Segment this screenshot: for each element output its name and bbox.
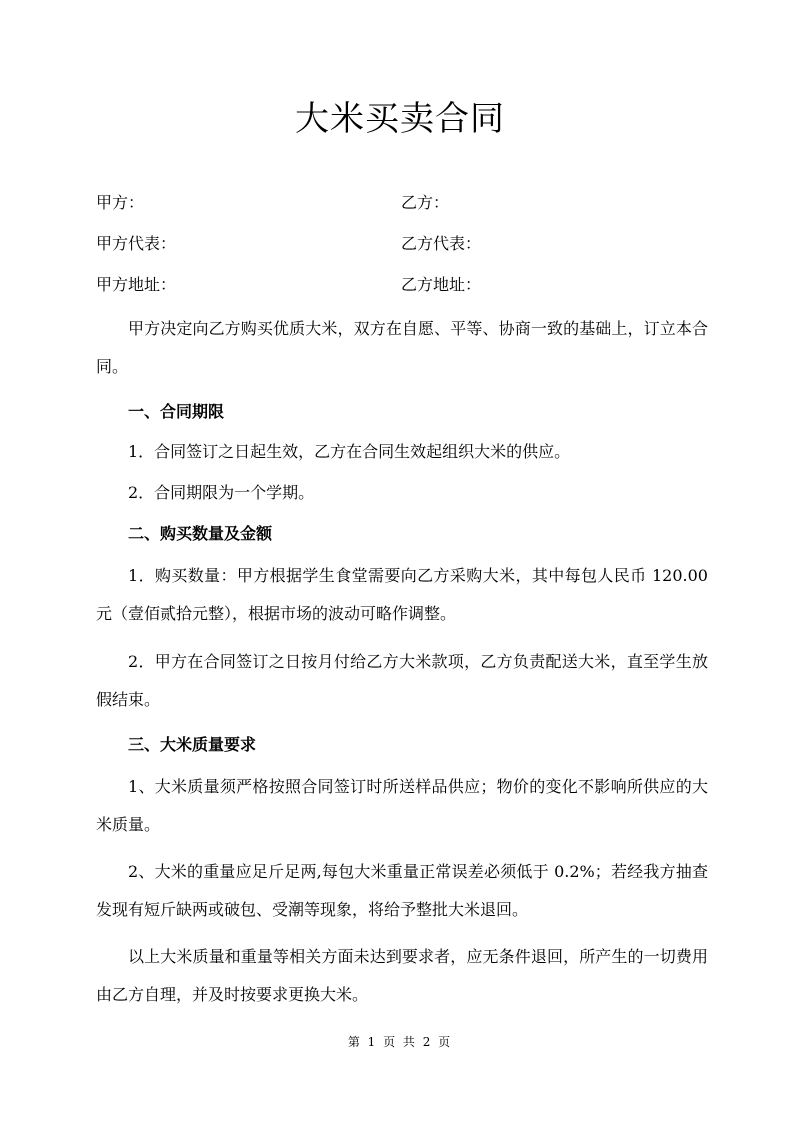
quantity-item-1: 1．购买数量：甲方根据学生食堂需要向乙方采购大米，其中每包人民币 120.00 元（壹佰贰拾元整），根据市场的波动可略作调整。	[96, 566, 708, 623]
party-b-rep-label: 乙方代表：	[401, 234, 482, 253]
party-a-label: 甲方：	[96, 193, 145, 212]
section-heading-quality: 三、大米质量要求	[128, 735, 257, 754]
section-heading-quantity: 二、购买数量及金额	[128, 524, 273, 543]
document-title: 大米买卖合同	[295, 99, 505, 139]
quality-summary: 以上大米质量和重量等相关方面未达到要求者，应无条件退回，所产生的一切费用由乙方自理，并及时按要求更换大米。	[96, 947, 708, 1004]
term-item-1: 1．合同签订之日起生效，乙方在合同生效起组织大米的供应。	[128, 442, 571, 461]
party-a-addr-label: 甲方地址：	[96, 275, 177, 294]
party-b-addr-label: 乙方地址：	[401, 275, 482, 294]
section-heading-term: 一、合同期限	[128, 402, 225, 421]
quantity-item-2: 2．甲方在合同签订之日按月付给乙方大米款项，乙方负责配送大米，直至学生放假结束。	[96, 652, 708, 709]
quality-item-2: 2、大米的重量应足斤足两,每包大米重量正常误差必须低于 0.2%；若经我方抽查发现有短斤缺两或破包、受潮等现象，将给予整批大米退回。	[96, 862, 708, 919]
party-a-rep-label: 甲方代表：	[96, 234, 177, 253]
page-footer: 第 1 页 共 2 页	[347, 1035, 453, 1049]
intro-paragraph: 甲方决定向乙方购买优质大米，双方在自愿、平等、协商一致的基础上，订立本合同。	[96, 319, 708, 376]
term-item-2: 2．合同期限为一个学期。	[128, 483, 315, 502]
party-b-label: 乙方：	[401, 193, 450, 212]
quality-item-1: 1、大米质量须严格按照合同签订时所送样品供应；物价的变化不影响所供应的大米质量。	[96, 777, 708, 834]
